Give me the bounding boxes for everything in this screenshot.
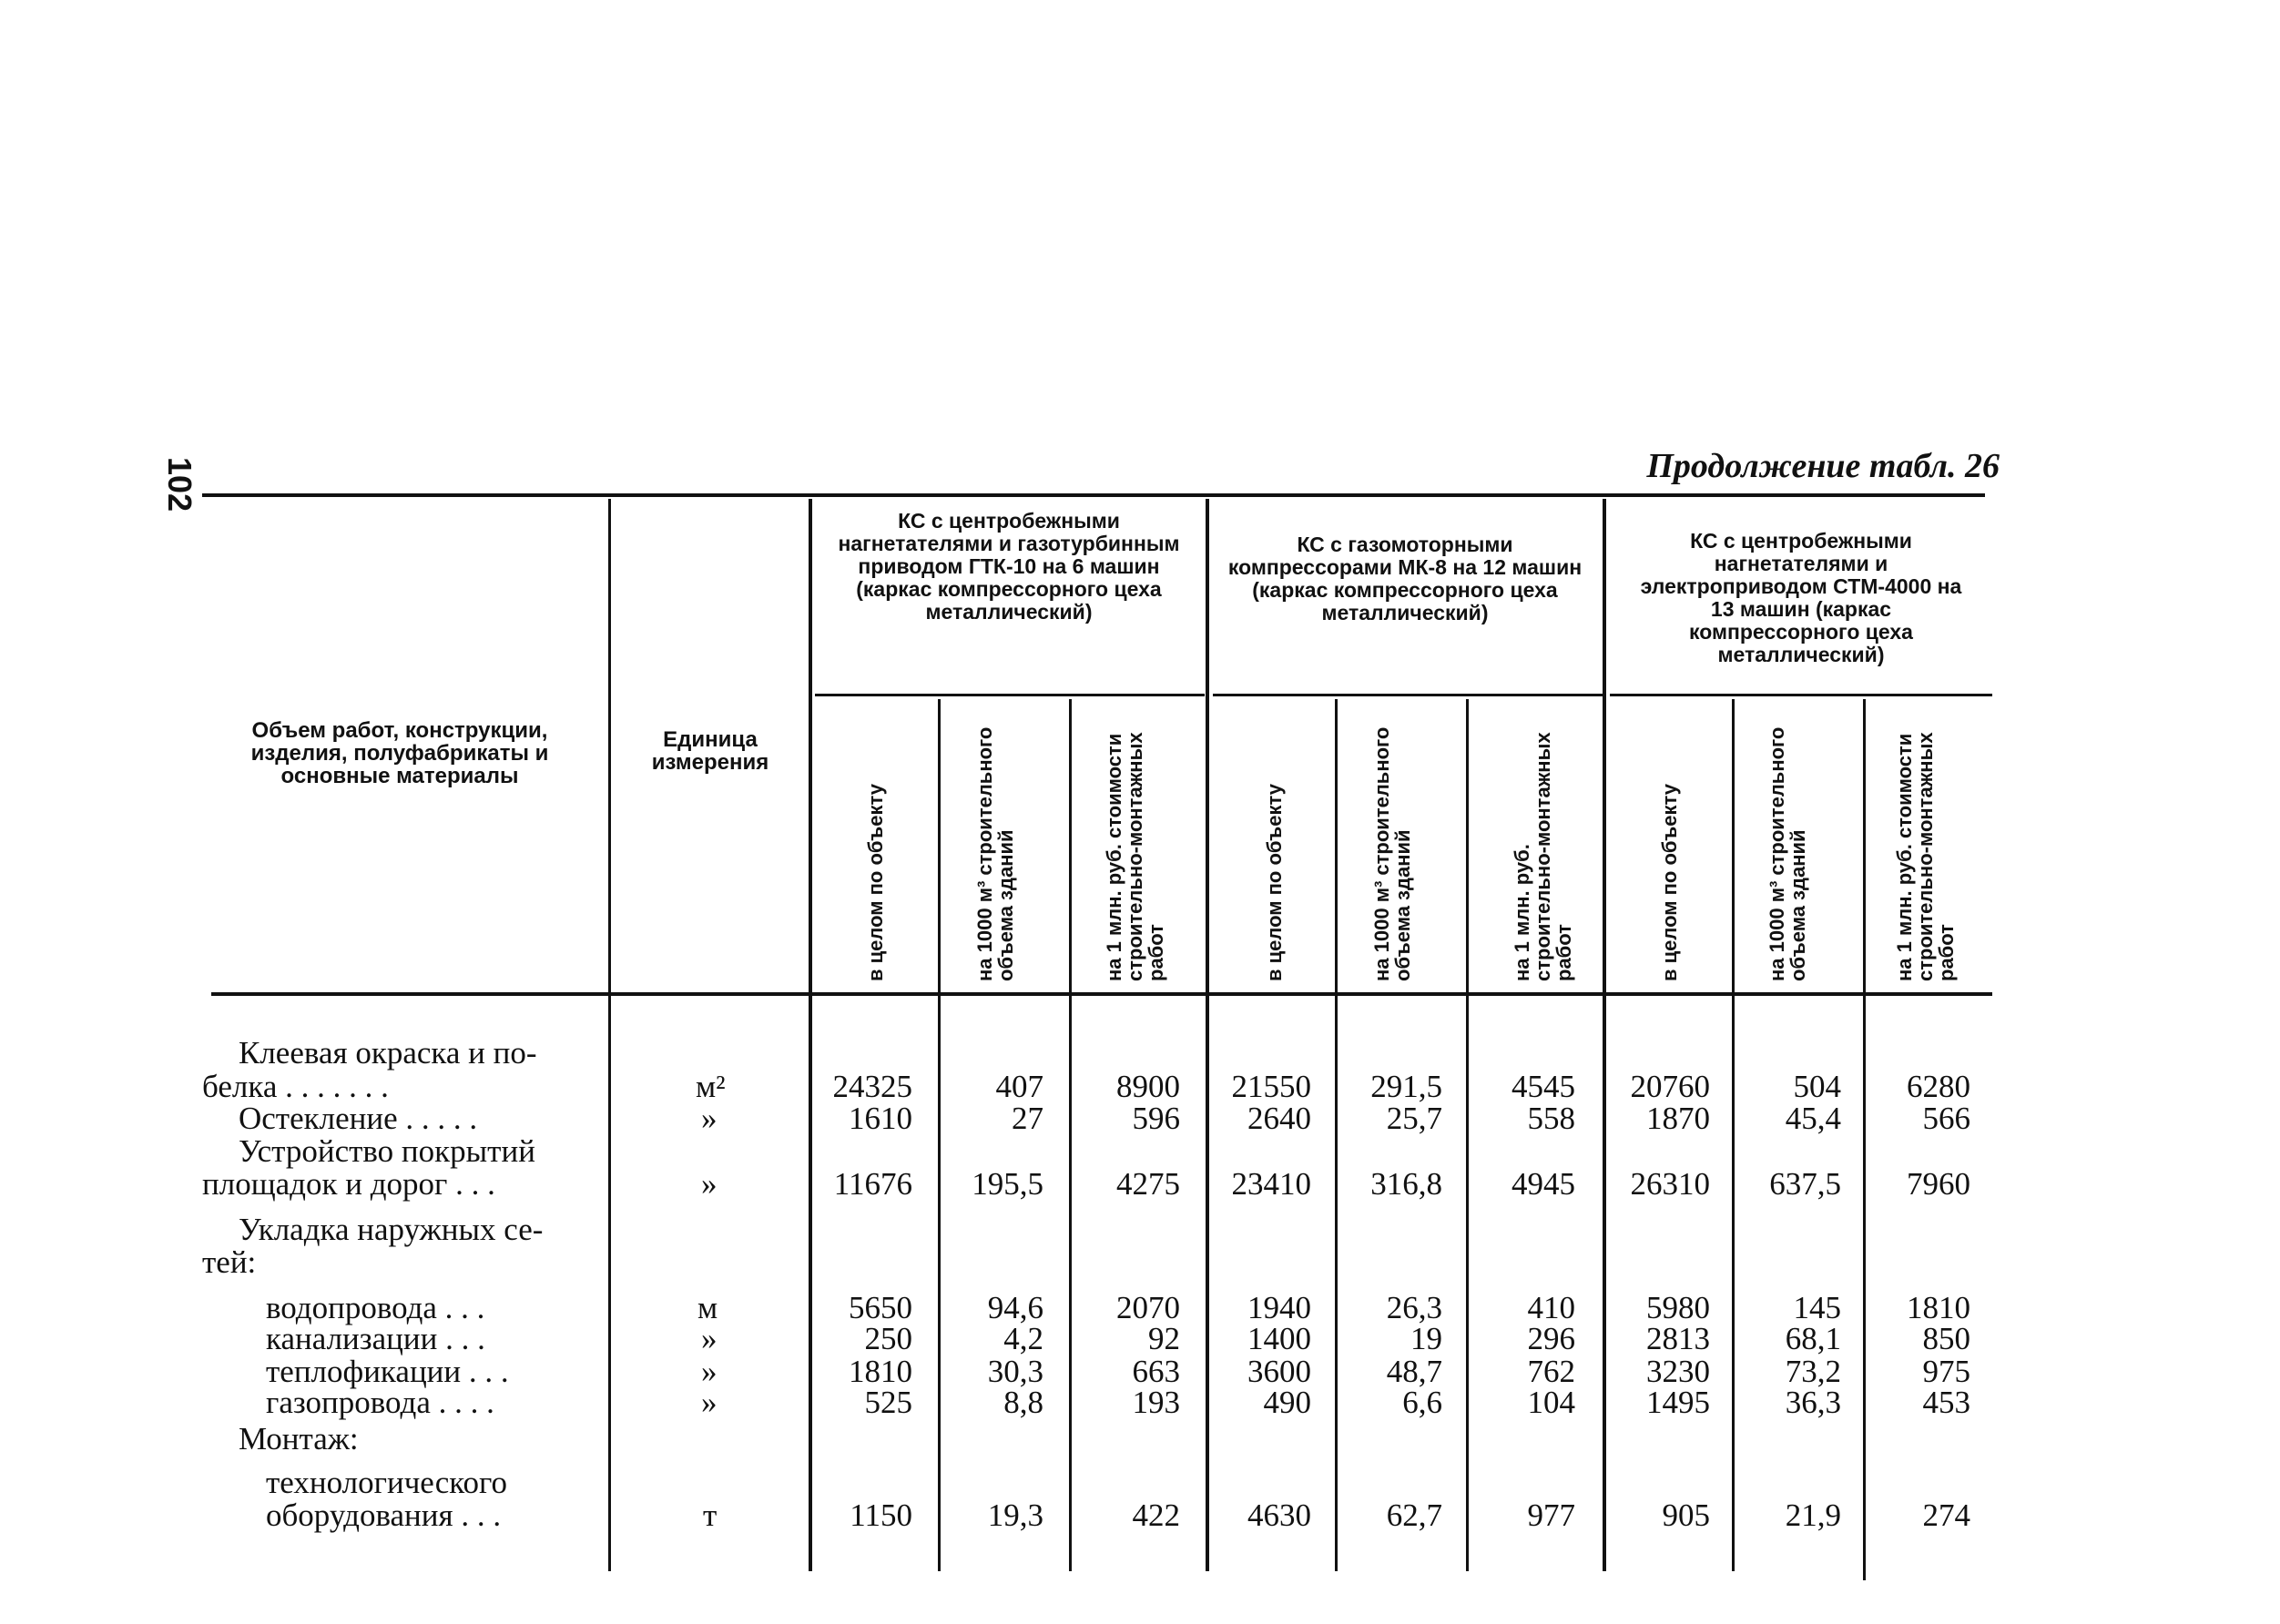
value-cell: 19,3 xyxy=(987,1497,1043,1533)
row-label: канализации . . . xyxy=(266,1321,485,1356)
unit-column-header: Единица измерения xyxy=(651,727,769,775)
value-cell: 26,3 xyxy=(1386,1290,1442,1325)
value-cell: 1810 xyxy=(849,1354,912,1389)
row-label: площадок и дорог . . . xyxy=(202,1166,495,1202)
value-cell: 21,9 xyxy=(1785,1497,1841,1533)
group-header-1: КС с центробежными нагнетателями и газотурбинным приводом ГТК-10 на 6 машин (каркас компрессорного цеха металлический) xyxy=(838,509,1180,624)
value-cell: 1870 xyxy=(1646,1101,1710,1136)
value-cell: 566 xyxy=(1922,1101,1970,1136)
value-cell: 30,3 xyxy=(987,1354,1043,1389)
value-cell: 94,6 xyxy=(987,1290,1043,1325)
value-cell: 24325 xyxy=(832,1069,912,1104)
row-label: Монтаж: xyxy=(239,1421,359,1457)
row-label: Устройство покрытий xyxy=(239,1133,535,1169)
subheader-g2-total: в целом по объекту xyxy=(1263,783,1286,981)
value-cell: 27 xyxy=(1012,1101,1043,1136)
subheader-g1-per-cost: на 1 млн. руб. стоимости строительно-монтажных работ xyxy=(1103,732,1167,981)
unit-cell: м² xyxy=(696,1069,726,1104)
unit-cell: » xyxy=(701,1385,718,1420)
group-header-2: КС с газомоторными компрессорами МК-8 на 12 машин (каркас компрессорного цеха металлический) xyxy=(1227,533,1583,624)
unit-cell: » xyxy=(701,1101,718,1136)
row-label: водопровода . . . xyxy=(266,1290,485,1325)
group-header-3: КС с центробежными нагнетателями и электроприводом СТМ-4000 на 13 машин (каркас компрессорного цеха металлический) xyxy=(1640,529,1962,666)
col-rule xyxy=(1863,699,1866,1580)
row-label: белка . . . . . . . xyxy=(202,1069,389,1104)
value-cell: 2070 xyxy=(1116,1290,1180,1325)
row-label: Укладка наружных се- xyxy=(239,1212,544,1247)
value-cell: 1940 xyxy=(1247,1290,1311,1325)
table-top-rule xyxy=(202,493,1985,497)
value-cell: 4630 xyxy=(1247,1497,1311,1533)
value-cell: 905 xyxy=(1662,1497,1710,1533)
unit-cell: » xyxy=(701,1354,718,1389)
col-rule xyxy=(1732,699,1735,1571)
value-cell: 104 xyxy=(1527,1385,1575,1420)
value-cell: 73,2 xyxy=(1785,1354,1841,1389)
works-column-header: Объем работ, конструкции, изделия, полуфабрикаты и основные материалы xyxy=(250,718,549,788)
value-cell: 1400 xyxy=(1247,1321,1311,1356)
value-cell: 296 xyxy=(1527,1321,1575,1356)
value-cell: 21550 xyxy=(1231,1069,1311,1104)
row-label: оборудования . . . xyxy=(266,1497,502,1533)
subheader-g3-per-cost: на 1 млн. руб. стоимости строительно-монтажных работ xyxy=(1893,732,1958,981)
subheader-g3-per-volume: на 1000 м³ строительного объема зданий xyxy=(1766,726,1809,981)
unit-cell: » xyxy=(701,1166,718,1202)
value-cell: 1150 xyxy=(850,1497,912,1533)
value-cell: 1610 xyxy=(849,1101,912,1136)
value-cell: 6280 xyxy=(1907,1069,1970,1104)
value-cell: 596 xyxy=(1132,1101,1180,1136)
table-caption: Продолжение табл. 26 xyxy=(1646,447,2000,485)
unit-cell: т xyxy=(703,1497,718,1533)
value-cell: 68,1 xyxy=(1785,1321,1841,1356)
unit-cell: » xyxy=(701,1321,718,1356)
value-cell: 410 xyxy=(1527,1290,1575,1325)
value-cell: 3600 xyxy=(1247,1354,1311,1389)
value-cell: 6,6 xyxy=(1402,1385,1442,1420)
value-cell: 26310 xyxy=(1630,1166,1710,1202)
value-cell: 1810 xyxy=(1907,1290,1970,1325)
unit-cell: м xyxy=(697,1290,718,1325)
row-label: Клеевая окраска и по- xyxy=(239,1035,537,1071)
value-cell: 490 xyxy=(1263,1385,1311,1420)
subheader-g1-per-volume: на 1000 м³ строительного объема зданий xyxy=(973,726,1017,981)
value-cell: 36,3 xyxy=(1785,1385,1841,1420)
value-cell: 5650 xyxy=(849,1290,912,1325)
value-cell: 5980 xyxy=(1646,1290,1710,1325)
value-cell: 977 xyxy=(1527,1497,1575,1533)
value-cell: 20760 xyxy=(1630,1069,1710,1104)
value-cell: 663 xyxy=(1132,1354,1180,1389)
col-rule xyxy=(938,699,941,1571)
row-label: тей: xyxy=(202,1244,257,1280)
row-label: газопровода . . . . xyxy=(266,1385,494,1420)
value-cell: 23410 xyxy=(1231,1166,1311,1202)
value-cell: 8,8 xyxy=(1003,1385,1043,1420)
value-cell: 145 xyxy=(1793,1290,1841,1325)
value-cell: 8900 xyxy=(1116,1069,1180,1104)
value-cell: 193 xyxy=(1132,1385,1180,1420)
value-cell: 7960 xyxy=(1907,1166,1970,1202)
row-label: технологического xyxy=(266,1465,507,1500)
value-cell: 62,7 xyxy=(1386,1497,1442,1533)
col-rule xyxy=(1335,699,1338,1571)
col-rule xyxy=(1466,699,1469,1571)
subheader-g2-per-volume: на 1000 м³ строительного объема зданий xyxy=(1370,726,1414,981)
group-rule-3 xyxy=(1610,694,1992,696)
row-label: теплофикации . . . xyxy=(266,1354,509,1389)
value-cell: 2640 xyxy=(1247,1101,1311,1136)
value-cell: 291,5 xyxy=(1370,1069,1442,1104)
page-number: 102 xyxy=(161,456,198,513)
value-cell: 92 xyxy=(1148,1321,1180,1356)
value-cell: 4945 xyxy=(1512,1166,1575,1202)
value-cell: 762 xyxy=(1527,1354,1575,1389)
value-cell: 504 xyxy=(1793,1069,1841,1104)
col-rule xyxy=(1069,699,1072,1571)
value-cell: 3230 xyxy=(1646,1354,1710,1389)
value-cell: 637,5 xyxy=(1769,1166,1841,1202)
value-cell: 4,2 xyxy=(1003,1321,1043,1356)
value-cell: 850 xyxy=(1922,1321,1970,1356)
value-cell: 2813 xyxy=(1646,1321,1710,1356)
value-cell: 48,7 xyxy=(1386,1354,1442,1389)
group-rule-1 xyxy=(815,694,1205,696)
value-cell: 453 xyxy=(1922,1385,1970,1420)
value-cell: 422 xyxy=(1132,1497,1180,1533)
value-cell: 558 xyxy=(1527,1101,1575,1136)
value-cell: 25,7 xyxy=(1386,1101,1442,1136)
subheader-g2-per-cost: на 1 млн. руб. строительно-монтажных работ xyxy=(1511,732,1575,981)
value-cell: 525 xyxy=(864,1385,912,1420)
value-cell: 274 xyxy=(1922,1497,1970,1533)
value-cell: 11676 xyxy=(833,1166,912,1202)
header-bottom-rule xyxy=(211,992,1992,996)
value-cell: 45,4 xyxy=(1785,1101,1841,1136)
value-cell: 407 xyxy=(995,1069,1043,1104)
subheader-g1-total: в целом по объекту xyxy=(864,783,887,981)
row-label: Остекление . . . . . xyxy=(239,1101,478,1136)
value-cell: 195,5 xyxy=(972,1166,1043,1202)
value-cell: 19 xyxy=(1410,1321,1442,1356)
value-cell: 975 xyxy=(1922,1354,1970,1389)
value-cell: 4275 xyxy=(1116,1166,1180,1202)
subheader-g3-total: в целом по объекту xyxy=(1658,783,1681,981)
value-cell: 250 xyxy=(864,1321,912,1356)
group-rule-2 xyxy=(1213,694,1603,696)
col-rule xyxy=(608,499,611,1571)
value-cell: 316,8 xyxy=(1370,1166,1442,1202)
value-cell: 4545 xyxy=(1512,1069,1575,1104)
value-cell: 1495 xyxy=(1646,1385,1710,1420)
